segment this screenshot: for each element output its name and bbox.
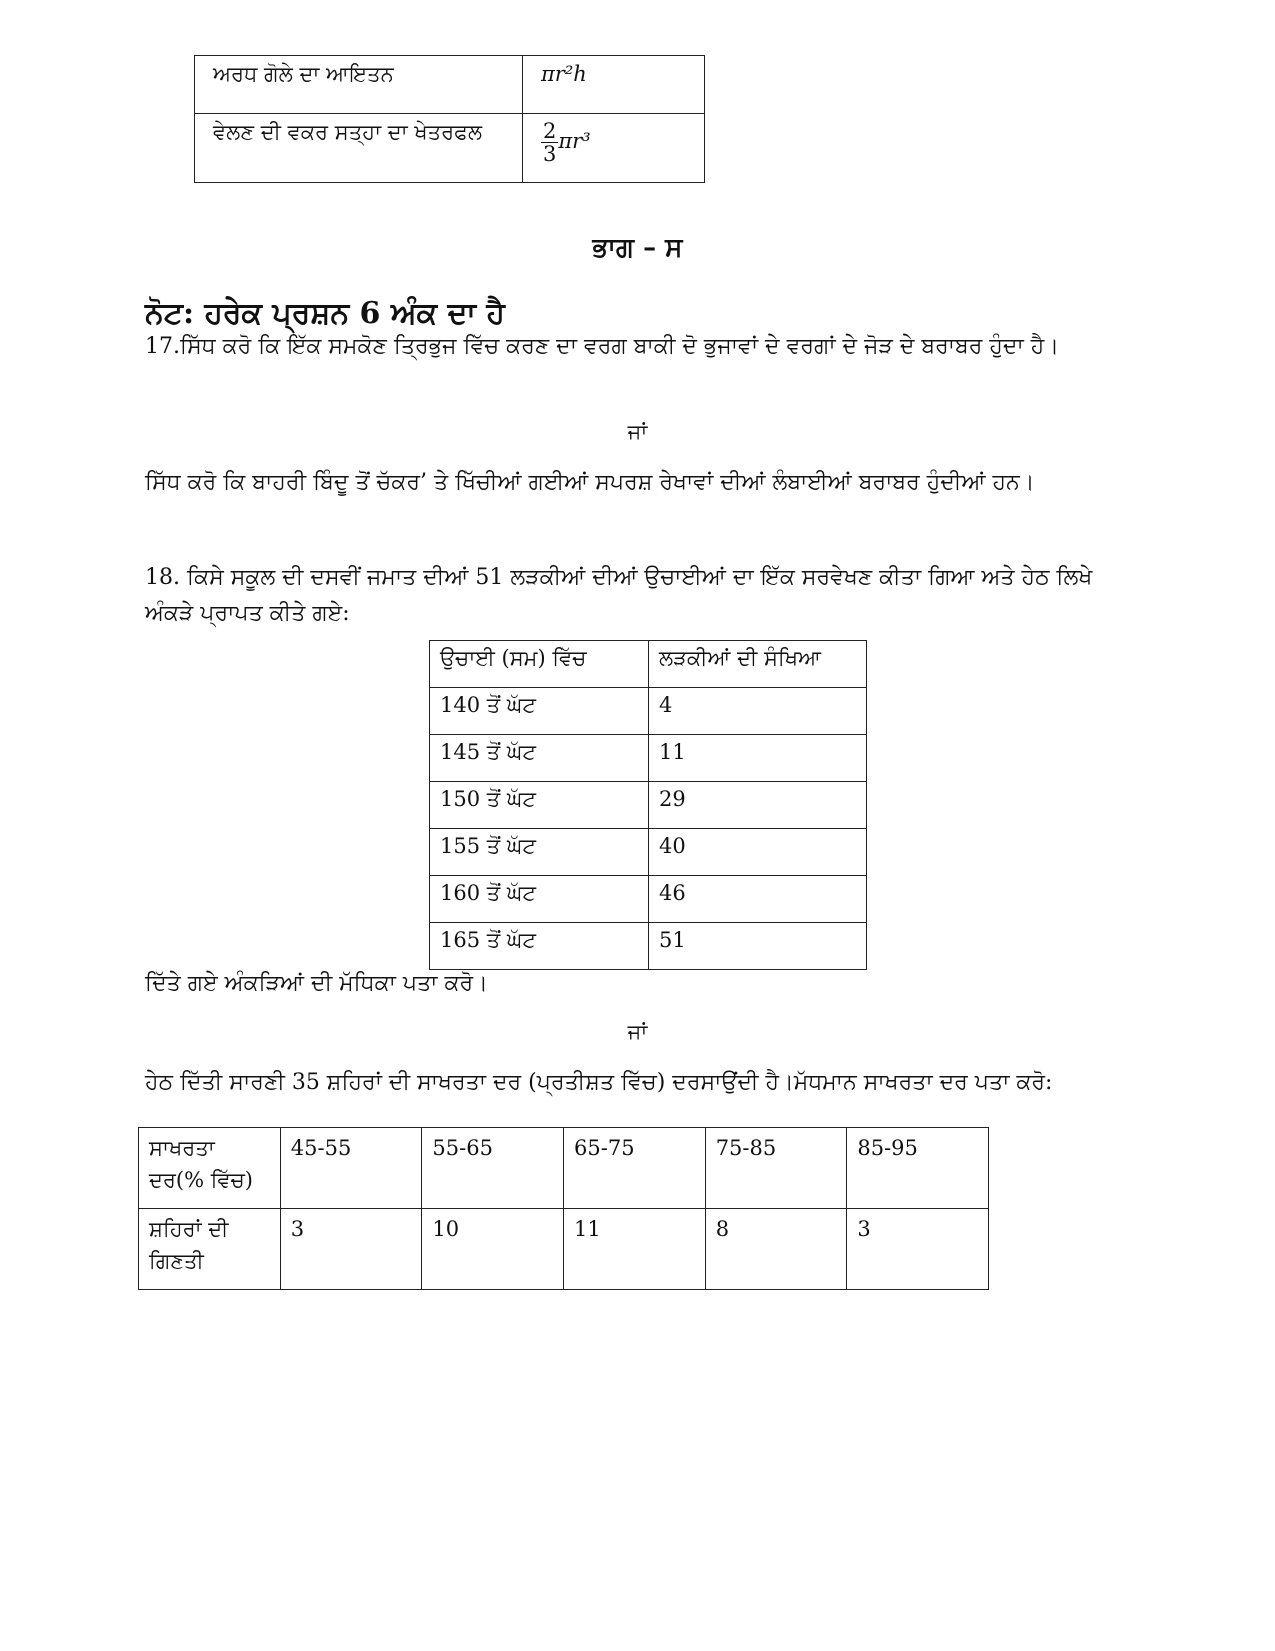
literacy-table <box>138 1127 989 1290</box>
table-cell: 4 <box>649 688 867 735</box>
or-separator: ਜਾਂ <box>627 420 648 444</box>
table-cell: 3 <box>280 1209 422 1290</box>
table-cell: 29 <box>649 782 867 829</box>
section-title: ਭਾਗ – ਸ <box>592 233 683 263</box>
table-cell: 45-55 <box>280 1128 422 1209</box>
table-cell: 65-75 <box>564 1128 706 1209</box>
question-18-alt: ਹੇਠ ਦਿੱਤੀ ਸਾਰਣੀ 35 ਸ਼ਹਿਰਾਂ ਦੀ ਸਾਖਰਤਾ ਦਰ (ਪ੍ਰਤੀਸ਼ਤ ਵਿੱਚ) ਦਰਸਾਉਂਦੀ ਹੈ।ਮੱਧਮਾਨ ਸਾਖਰਤਾ ਦਰ ਪਤਾ ਕਰੋ: <box>145 1070 1053 1095</box>
formula-cell <box>523 114 705 183</box>
table-cell: 8 <box>705 1209 847 1290</box>
table-row <box>195 114 705 183</box>
table-cell: 145 ਤੋਂ ਘੱਟ <box>430 735 649 782</box>
table-cell: 3 <box>847 1209 989 1290</box>
fraction <box>541 120 558 165</box>
table-cell: 40 <box>649 829 867 876</box>
table-row <box>430 923 867 970</box>
table-row <box>195 56 705 114</box>
median-instruction: ਦਿੱਤੇ ਗਏ ਅੰਕੜਿਆਂ ਦੀ ਮੱਧਿਕਾ ਪਤਾ ਕਰੋ। <box>145 971 488 996</box>
fraction-denominator: 3 <box>543 142 557 167</box>
formula-label: ਵੇਲਣ ਦੀ ਵਕਰ ਸਤ੍ਹਾ ਦਾ ਖੇਤਰਫਲ <box>195 114 523 183</box>
table-cell: 165 ਤੋਂ ਘੱਟ <box>430 923 649 970</box>
table-cell: 55-65 <box>422 1128 564 1209</box>
or-separator: ਜਾਂ <box>627 1020 648 1044</box>
section-note: ਨੋਟ: ਹਰੇਕ ਪ੍ਰਸ਼ਨ 6 ਅੰਕ ਦਾ ਹੈ <box>145 296 505 331</box>
table-cell: 75-85 <box>705 1128 847 1209</box>
table-row <box>430 829 867 876</box>
table-cell: 150 ਤੋਂ ਘੱਟ <box>430 782 649 829</box>
table-cell: 10 <box>422 1209 564 1290</box>
table-row <box>430 735 867 782</box>
table-row <box>139 1209 989 1290</box>
table-row <box>139 1128 989 1209</box>
question-17-alt: ਸਿੱਧ ਕਰੋ ਕਿ ਬਾਹਰੀ ਬਿੰਦੂ ਤੋਂ ਚੱਕਰ’ ਤੇ ਖਿੱਚੀਆਂ ਗਈਆਂ ਸਪਰਸ਼ ਰੇਖਾਵਾਂ ਦੀਆਂ ਲੰਬਾਈਆਂ ਬਰਾਬਰ ਹੁੰਦੀਆਂ ਹਨ। <box>145 470 1035 495</box>
question-17: 17.ਸਿੱਧ ਕਰੋ ਕਿ ਇੱਕ ਸਮਕੋਣ ਤ੍ਰਿਭੁਜ ਵਿੱਚ ਕਰਣ ਦਾ ਵਰਗ ਬਾਕੀ ਦੋ ਭੁਜਾਵਾਂ ਦੇ ਵਰਗਾਂ ਦੇ ਜੋੜ ਦੇ ਬਰਾਬਰ ਹੁੰਦਾ ਹੈ। <box>145 334 1060 359</box>
table-cell: 140 ਤੋਂ ਘੱਟ <box>430 688 649 735</box>
question-18: 18. ਕਿਸੇ ਸਕੂਲ ਦੀ ਦਸਵੀਂ ਜਮਾਤ ਦੀਆਂ 51 ਲੜਕੀਆਂ ਦੀਆਂ ਉਚਾਈਆਂ ਦਾ ਇੱਕ ਸਰਵੇਖਣ ਕੀਤਾ ਗਿਆ ਅਤੇ ਹੇਠ ਲਿਖੇ ਅੰਕੜੇ ਪ੍ਰਾਪਤ ਕੀਤੇ ਗਏ: <box>145 565 1093 626</box>
table-header-row <box>430 641 867 688</box>
table-cell: 160 ਤੋਂ ਘੱਟ <box>430 876 649 923</box>
row-label: ਸ਼ਹਿਰਾਂ ਦੀ ਗਿਣਤੀ <box>139 1209 281 1290</box>
table-row <box>430 782 867 829</box>
formula-cell <box>523 56 705 114</box>
formula-table <box>194 55 705 183</box>
table-row <box>430 876 867 923</box>
table-cell: 155 ਤੋਂ ਘੱਟ <box>430 829 649 876</box>
table-cell: 51 <box>649 923 867 970</box>
row-label: ਸਾਖਰਤਾ ਦਰ(% ਵਿੱਚ) <box>139 1128 281 1209</box>
table-cell: 46 <box>649 876 867 923</box>
table-cell: 11 <box>564 1209 706 1290</box>
column-header: ਲੜਕੀਆਂ ਦੀ ਸੰਖਿਆ <box>649 641 867 688</box>
fraction-numerator: 2 <box>543 119 557 143</box>
heights-table <box>429 640 867 970</box>
table-cell: 11 <box>649 735 867 782</box>
table-cell: 85-95 <box>847 1128 989 1209</box>
formula-label: ਅਰਧ ਗੋਲੇ ਦਾ ਆਇਤਨ <box>195 56 523 114</box>
column-header: ਉਚਾਈ (ਸਮ) ਵਿੱਚ <box>430 641 649 688</box>
formula-value: πr²h <box>541 62 587 86</box>
formula-value: πr³ <box>558 129 591 154</box>
table-row <box>430 688 867 735</box>
